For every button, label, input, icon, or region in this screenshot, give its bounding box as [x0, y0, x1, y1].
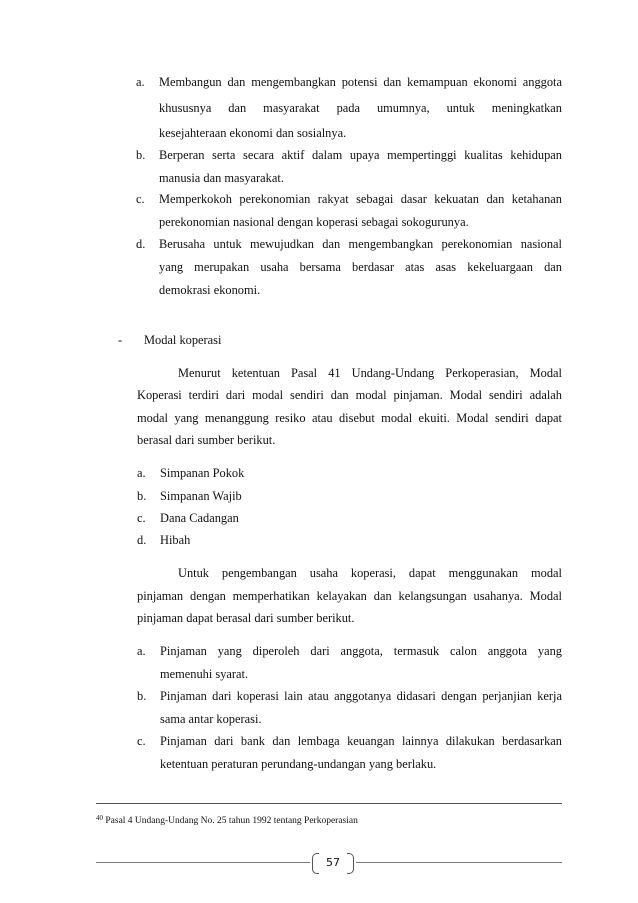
list-item-line: Pinjaman dari bank dan lembaga keuangan lainnya dilakukan berdasarkan [160, 734, 562, 748]
list-marker: a. [137, 466, 146, 480]
list-marker: c. [137, 734, 146, 748]
list-marker: a. [136, 75, 145, 89]
footnote-text: Pasal 4 Undang-Undang No. 25 tahun 1992 tentang Perkoperasian [105, 816, 358, 826]
footnote-number: 40 [96, 814, 103, 822]
page-number: 57 [326, 856, 340, 869]
section-bullet: - [118, 333, 123, 347]
list-marker: b. [137, 689, 147, 703]
paragraph-line: berasal dari sumber berikut. [137, 433, 276, 447]
list-item-line: kesejahteraan ekonomi dan sosialnya. [159, 126, 347, 140]
list-marker: b. [136, 148, 146, 162]
list-item-line: Berusaha untuk mewujudkan dan mengembangkan perekonomian nasional [159, 237, 562, 251]
footnote-divider [96, 803, 562, 804]
section-heading: Modal koperasi [144, 333, 222, 347]
footer-rule-right [356, 862, 562, 863]
paragraph-line: Koperasi terdiri dari modal sendiri dan modal pinjaman. Modal sendiri adalah [137, 388, 562, 402]
list-item: Hibah [160, 533, 191, 547]
page-number-box [312, 853, 354, 872]
paragraph-line: Menurut ketentuan Pasal 41 Undang-Undang Perkoperasian, Modal [178, 366, 562, 380]
list-item-line: demokrasi ekonomi. [159, 283, 261, 297]
list-marker: d. [136, 237, 146, 251]
list-item-line: khususnya dan masyarakat pada umumnya, untuk meningkatkan [159, 101, 562, 115]
list-marker: c. [136, 192, 145, 206]
paragraph-line: modal yang menanggung resiko atau disebut modal ekuiti. Modal sendiri dapat [137, 411, 562, 425]
list-marker: d. [137, 533, 147, 547]
list-item-line: ketentuan peraturan perundang-undangan yang berlaku. [160, 757, 437, 771]
paragraph-line: Untuk pengembangan usaha koperasi, dapat menggunakan modal [178, 566, 562, 580]
list-marker: c. [137, 511, 146, 525]
list-item-line: Pinjaman dari koperasi lain atau anggotanya didasari dengan perjanjian kerja [160, 689, 562, 703]
list-marker: a. [137, 644, 146, 658]
paragraph-line: pinjaman dengan memperhatikan kelayakan dan kelangsungan usahanya. Modal [137, 589, 562, 603]
list-item-line: Berperan serta secara aktif dalam upaya mempertinggi kualitas kehidupan [159, 148, 562, 162]
list-item: Simpanan Wajib [160, 489, 242, 503]
footnote [96, 812, 358, 827]
list-item-line: Pinjaman yang diperoleh dari anggota, termasuk calon anggota yang [160, 644, 562, 658]
paragraph-line: pinjaman dapat berasal dari sumber berikut. [137, 611, 355, 625]
list-item-line: Memperkokoh perekonomian rakyat sebagai dasar kekuatan dan ketahanan [159, 192, 562, 206]
footer-rule-left [96, 862, 310, 863]
list-item-line: yang merupakan usaha bersama berdasar atas asas kekeluargaan dan [159, 260, 562, 274]
list-marker: b. [137, 489, 147, 503]
list-item-line: perekonomian nasional dengan koperasi sebagai sokogurunya. [159, 215, 469, 229]
list-item: Simpanan Pokok [160, 466, 245, 480]
list-item-line: manusia dan masyarakat. [159, 171, 284, 185]
list-item-line: Membangun dan mengembangkan potensi dan kemampuan ekonomi anggota [159, 75, 562, 89]
list-item-line: sama antar koperasi. [160, 712, 262, 726]
list-item-line: memenuhi syarat. [160, 667, 249, 681]
list-item: Dana Cadangan [160, 511, 239, 525]
